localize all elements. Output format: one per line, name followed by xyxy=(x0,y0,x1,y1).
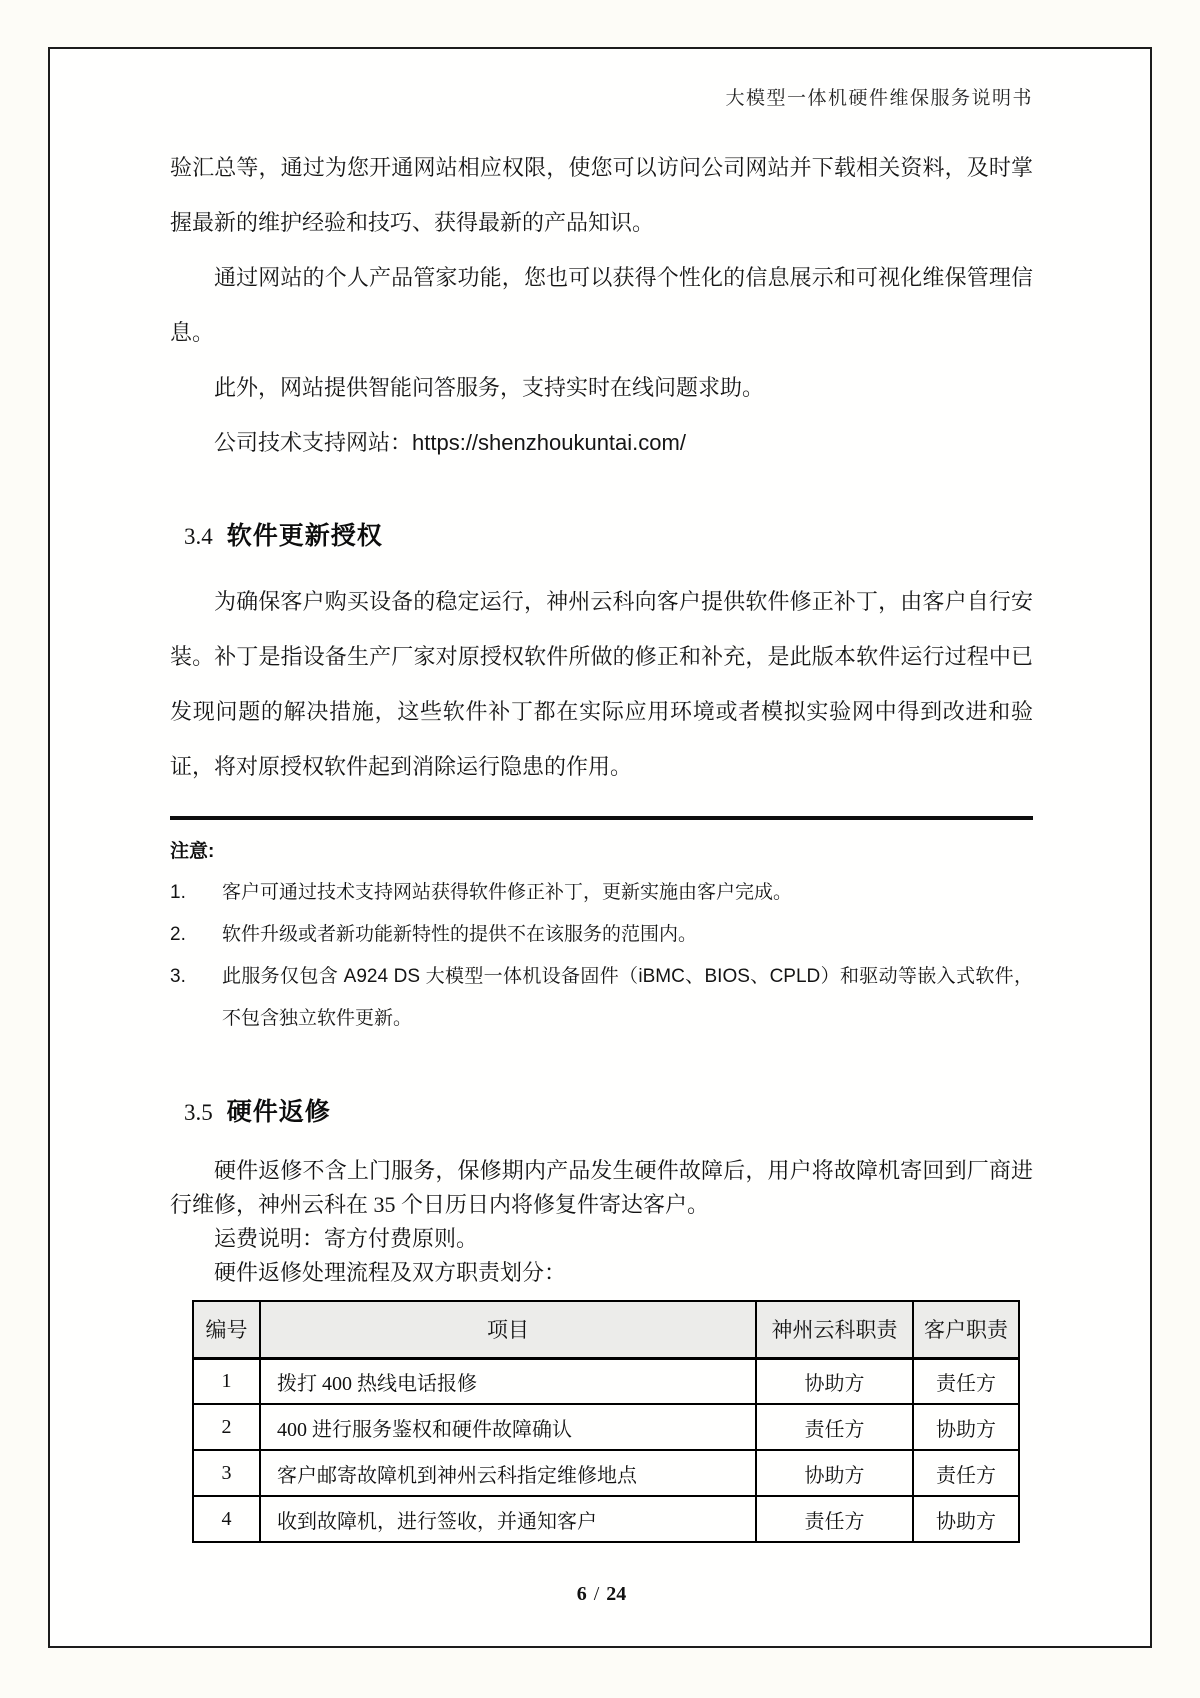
section-heading-3-4 xyxy=(184,516,1033,552)
footer-separator: / xyxy=(593,1583,600,1605)
table-cell-item: 400 进行服务鉴权和硬件故障确认 xyxy=(260,1404,756,1450)
note-item-number: 1. xyxy=(170,882,186,903)
table-header-cell: 编号 xyxy=(193,1301,260,1358)
paragraph-product-butler: 通过网站的个人产品管家功能，您也可以获得个性化的信息展示和可视化维保管理信息。 xyxy=(170,265,1033,345)
table-cell-item: 收到故障机，进行签收，并通知客户 xyxy=(260,1496,756,1542)
page-content xyxy=(50,83,1150,1606)
table-body xyxy=(193,1358,1019,1542)
table-cell-customer-duty: 协助方 xyxy=(913,1404,1019,1450)
table-cell-customer-duty: 责任方 xyxy=(913,1358,1019,1404)
table-cell-number: 3 xyxy=(193,1450,260,1496)
section-title: 硬件返修 xyxy=(226,1098,331,1126)
table-row xyxy=(193,1450,1019,1496)
table-cell-vendor-duty: 协助方 xyxy=(756,1358,913,1404)
table-row xyxy=(193,1404,1019,1450)
support-site-label: 公司技术支持网站： xyxy=(214,430,413,455)
paragraph-qa-service: 此外，网站提供智能问答服务，支持实时在线问题求助。 xyxy=(214,375,765,400)
table-cell-number: 2 xyxy=(193,1404,260,1450)
table-cell-item: 客户邮寄故障机到神州云科指定维修地点 xyxy=(260,1450,756,1496)
table-header-row xyxy=(193,1301,1019,1358)
table-cell-customer-duty: 责任方 xyxy=(913,1450,1019,1496)
note-item-text: 客户可通过技术支持网站获得软件修正补丁，更新实施由客户完成。 xyxy=(222,882,793,903)
table-header-cell: 神州云科职责 xyxy=(756,1301,913,1358)
table-cell-number: 1 xyxy=(193,1358,260,1404)
responsibility-table xyxy=(192,1300,1020,1543)
support-website-url: https://shenzhoukuntai.com/ xyxy=(412,430,686,455)
running-header-title: 大模型一体机硬件维保服务说明书 xyxy=(725,88,1033,109)
intro-paragraphs xyxy=(170,140,1033,470)
note-item-text: 软件升级或者新功能新特性的提供不在该服务的范围内。 xyxy=(222,924,698,945)
table-cell-item: 拨打 400 热线电话报修 xyxy=(260,1358,756,1404)
note-label: 注意: xyxy=(170,841,215,862)
table-row xyxy=(193,1496,1019,1542)
note-item xyxy=(170,914,1033,956)
table-cell-customer-duty: 协助方 xyxy=(913,1496,1019,1542)
section-number: 3.4 xyxy=(184,524,213,549)
note-divider-rule xyxy=(170,816,1033,820)
section-3-4-body: 为确保客户购买设备的稳定运行，神州云科向客户提供软件修正补丁，由客户自行安装。补丁是指设备生产厂家对原授权软件所做的修正和补充，是此版本软件运行过程中已发现问题的解决措施，这些软件补丁都在实际应用环境或者模拟实验网中得到改进和验证，将对原授权软件起到消除运行隐患的作用。 xyxy=(170,589,1033,779)
table-header-cell: 客户职责 xyxy=(913,1301,1019,1358)
table-cell-vendor-duty: 责任方 xyxy=(756,1404,913,1450)
section-title: 软件更新授权 xyxy=(226,522,383,550)
table-cell-vendor-duty: 责任方 xyxy=(756,1496,913,1542)
note-item-text: 此服务仅包含 A924 DS 大模型一体机设备固件（iBMC、BIOS、CPLD）和驱动等嵌入式软件，不包含独立软件更新。 xyxy=(222,966,1033,1029)
note-list xyxy=(170,872,1033,1040)
paragraph-support-site xyxy=(170,415,1033,470)
table-lead-in: 硬件返修处理流程及双方职责划分： xyxy=(214,1260,567,1285)
section-3-5-paragraph: 硬件返修不含上门服务，保修期内产品发生硬件故障后，用户将故障机寄回到厂商进行维修，神州云科在 35 个日历日内将修复件寄达客户。 xyxy=(170,1158,1033,1217)
shipping-fee-note: 运费说明：寄方付费原则。 xyxy=(214,1226,479,1251)
table-cell-vendor-duty: 协助方 xyxy=(756,1450,913,1496)
page-footer xyxy=(170,1583,1033,1606)
note-item-number: 3. xyxy=(170,966,186,987)
page-border-frame xyxy=(48,47,1152,1648)
paragraph-continuation: 验汇总等，通过为您开通网站相应权限，使您可以访问公司网站并下载相关资料，及时掌握最新的维护经验和技巧、获得最新的产品知识。 xyxy=(170,155,1033,235)
section-heading-3-5 xyxy=(184,1092,1033,1128)
note-item-number: 2. xyxy=(170,924,186,945)
table-cell-number: 4 xyxy=(193,1496,260,1542)
table-row xyxy=(193,1358,1019,1404)
footer-page-number: 6 xyxy=(576,1583,587,1605)
footer-total-pages: 24 xyxy=(606,1583,627,1605)
table-header-cell: 项目 xyxy=(260,1301,756,1358)
section-number: 3.5 xyxy=(184,1100,213,1125)
note-item xyxy=(170,956,1033,1040)
note-item xyxy=(170,872,1033,914)
